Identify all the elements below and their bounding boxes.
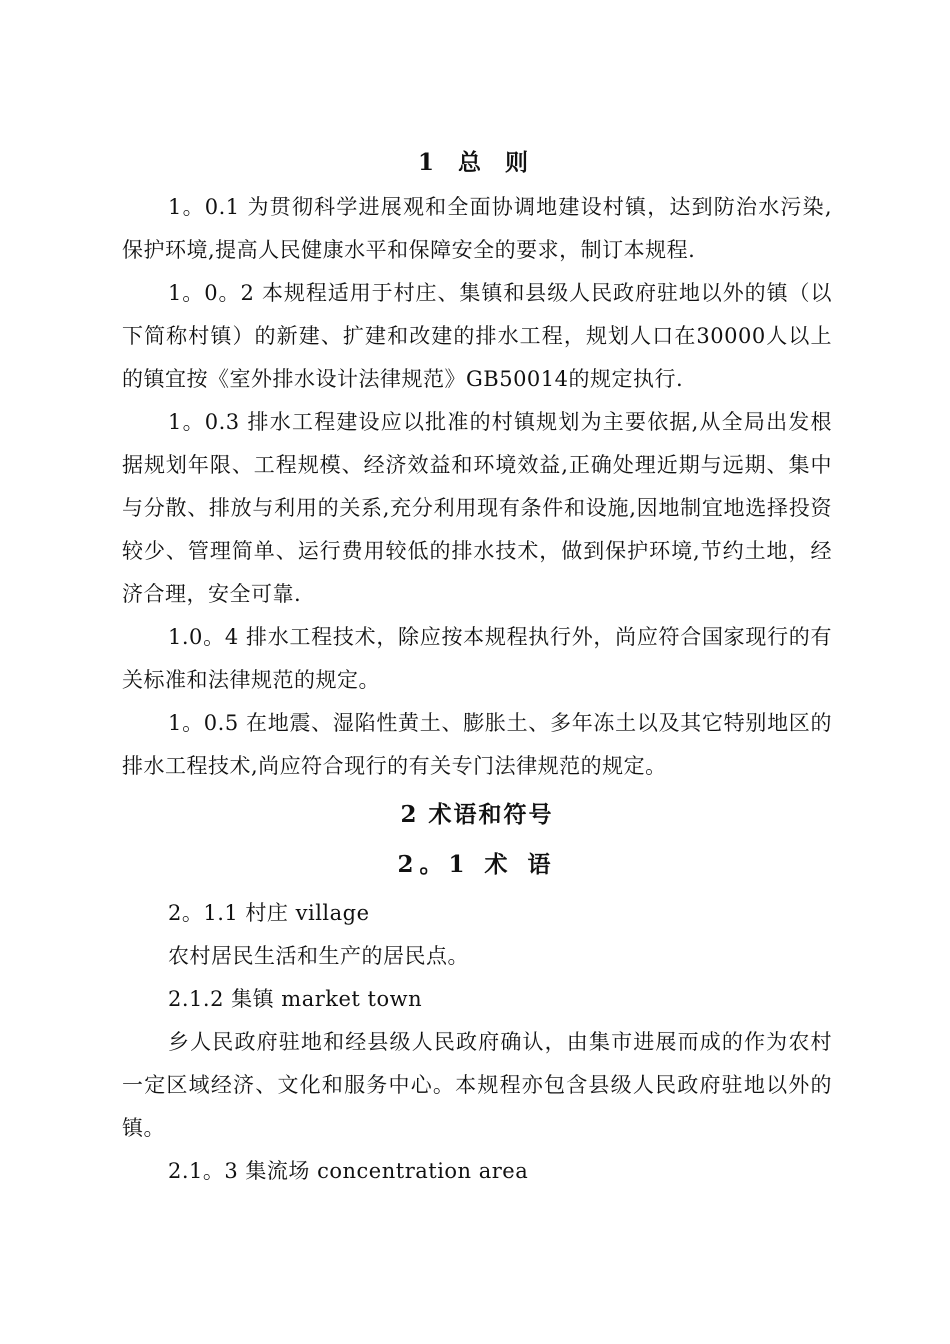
- document-body: [122, 140, 832, 1193]
- clause-1-0-4: 1.0。4 排水工程技术，除应按本规程执行外，尚应符合国家现行的有关标准和法律规范的规定。: [122, 625, 832, 692]
- term-2-1-1-heading: 2。1.1 村庄 village: [168, 901, 370, 925]
- term-2-1-3-heading: 2.1。3 集流场 concentration area: [168, 1159, 529, 1183]
- chapter-1-title: 1 总 则: [417, 149, 537, 176]
- clause-1-0-1: 1。0.1 为贯彻科学进展观和全面协调地建设村镇，达到防治水污染,保护环境,提高人民健康水平和保障安全的要求，制订本规程.: [122, 195, 832, 262]
- chapter-2-title: 2 术语和符号: [400, 801, 554, 828]
- section-2-1-title: 2。1 术 语: [397, 851, 557, 878]
- clause-1-0-5: 1。0.5 在地震、湿陷性黄土、膨胀土、多年冻土以及其它特别地区的排水工程技术,尚应符合现行的有关专门法律规范的规定。: [122, 711, 832, 778]
- term-2-1-1-definition: 农村居民生活和生产的居民点。: [168, 944, 469, 968]
- clause-1-0-2: 1。0。2 本规程适用于村庄、集镇和县级人民政府驻地以外的镇（以下简称村镇）的新建、扩建和改建的排水工程，规划人口在30000人以上的镇宜按《室外排水设计法律规范》GB50014的规定执行.: [122, 281, 832, 391]
- clause-1-0-3: 1。0.3 排水工程建设应以批准的村镇规划为主要依据,从全局出发根据规划年限、工程规模、经济效益和环境效益,正确处理近期与远期、集中与分散、排放与利用的关系,充分利用现有条件和设施,因地制宜地选择投资较少、管理简单、运行费用较低的排水技术，做到保护环境,节约土地，经济合理，安全可靠.: [122, 410, 832, 606]
- term-2-1-2-definition: 乡人民政府驻地和经县级人民政府确认，由集市进展而成的作为农村一定区域经济、文化和服务中心。本规程亦包含县级人民政府驻地以外的镇。: [122, 1030, 832, 1140]
- term-2-1-2-heading: 2.1.2 集镇 market town: [168, 987, 423, 1011]
